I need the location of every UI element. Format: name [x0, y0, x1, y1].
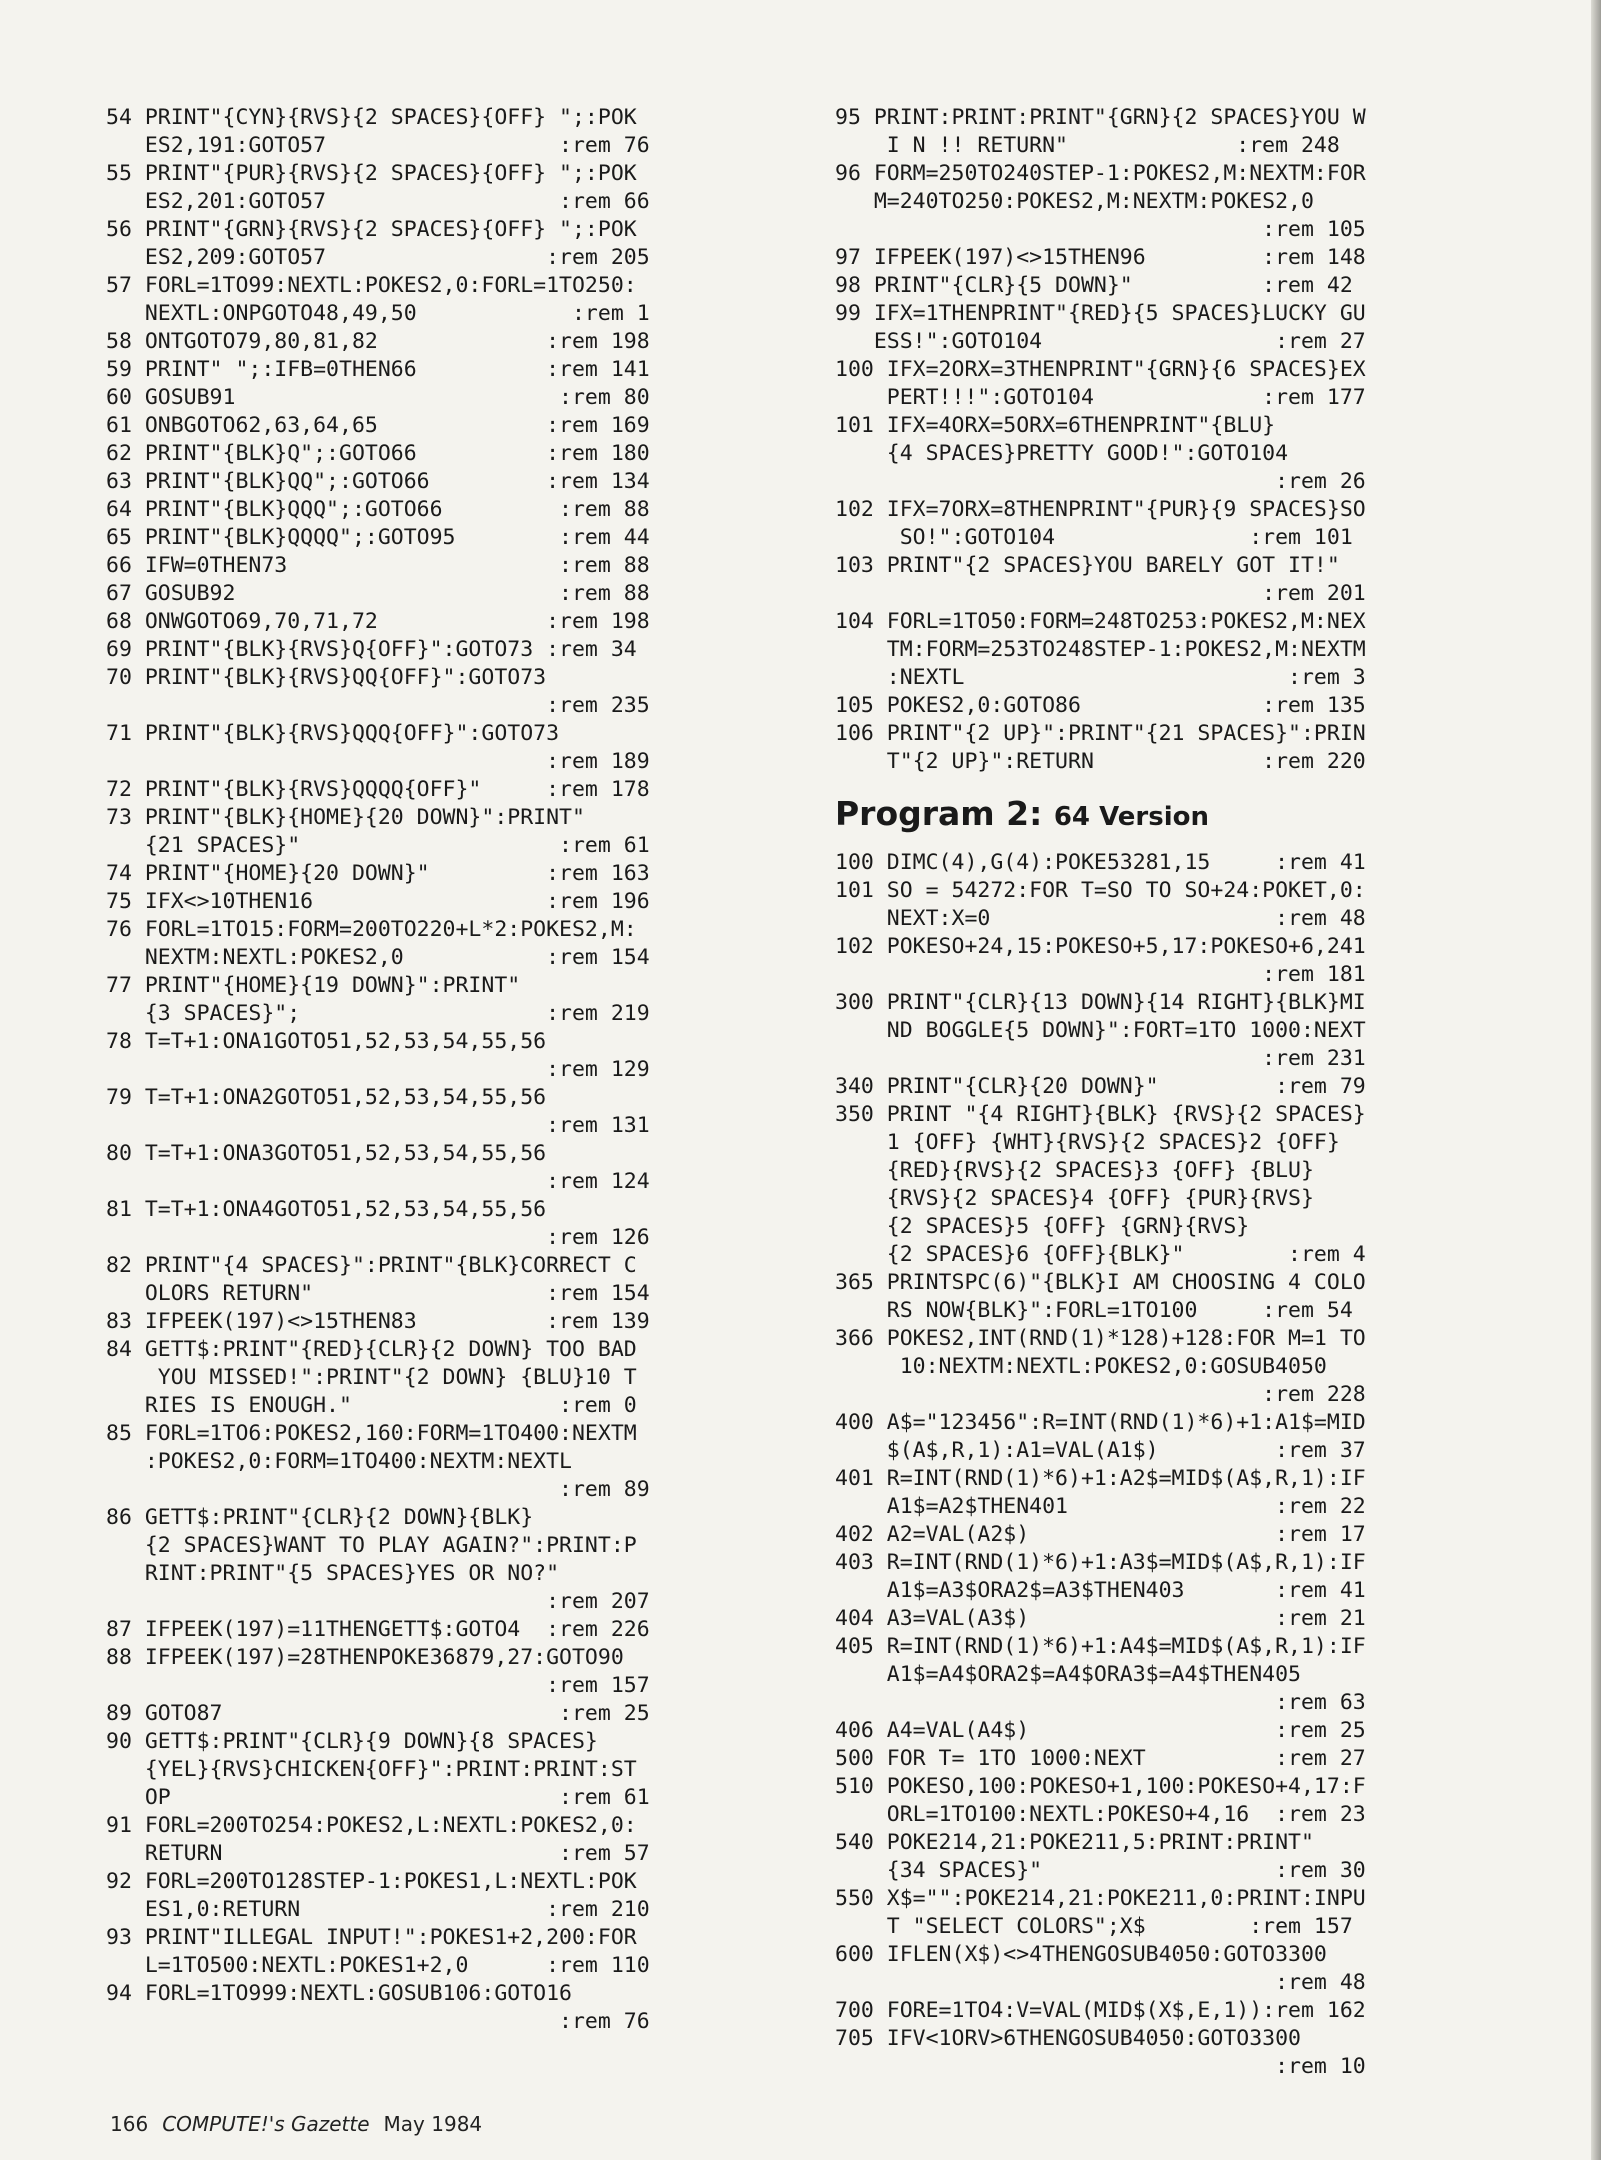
- code-line: 89 GOTO87 :rem 25: [106, 1701, 650, 1726]
- code-line: :rem 105: [835, 217, 1366, 242]
- code-line: :rem 181: [835, 962, 1366, 987]
- code-line: 57 FORL=1TO99:NEXTL:POKES2,0:FORL=1TO250:: [106, 273, 637, 298]
- code-line: L=1TO500:NEXTL:POKES1+2,0 :rem 110: [106, 1953, 650, 1978]
- code-line: OLORS RETURN" :rem 154: [106, 1281, 650, 1306]
- code-line: 73 PRINT"{BLK}{HOME}{20 DOWN}":PRINT": [106, 805, 585, 830]
- code-line: :rem 48: [835, 1970, 1366, 1995]
- code-line: NEXTL:ONPGOTO48,49,50 :rem 1: [106, 301, 650, 326]
- code-line: 510 POKESO,100:POKESO+1,100:POKESO+4,17:F: [835, 1774, 1366, 1799]
- code-line: A1$=A2$THEN401 :rem 22: [835, 1494, 1366, 1519]
- code-line: 74 PRINT"{HOME}{20 DOWN}" :rem 163: [106, 861, 650, 886]
- code-line: 55 PRINT"{PUR}{RVS}{2 SPACES}{OFF} ";:POK: [106, 161, 637, 186]
- code-line: 54 PRINT"{CYN}{RVS}{2 SPACES}{OFF} ";:POK: [106, 105, 637, 130]
- code-line: A1$=A4$ORA2$=A4$ORA3$=A4$THEN405: [835, 1662, 1301, 1687]
- publication-name: COMPUTE!'s Gazette: [162, 2112, 370, 2136]
- code-line: 78 T=T+1:ONA1GOTO51,52,53,54,55,56: [106, 1029, 547, 1054]
- code-line: :rem 89: [106, 1477, 650, 1502]
- code-line: :rem 201: [835, 581, 1366, 606]
- code-line: :rem 189: [106, 749, 650, 774]
- code-line: 350 PRINT "{4 RIGHT}{BLK} {RVS}{2 SPACES}: [835, 1102, 1366, 1127]
- code-line: 100 DIMC(4),G(4):POKE53281,15 :rem 41: [835, 850, 1366, 875]
- code-line: $(A$,R,1):A1=VAL(A1$) :rem 37: [835, 1438, 1366, 1463]
- code-line: {4 SPACES}PRETTY GOOD!":GOTO104: [835, 441, 1289, 466]
- code-line: 101 IFX=4ORX=5ORX=6THENPRINT"{BLU}: [835, 413, 1276, 438]
- code-line: ES2,201:GOTO57 :rem 66: [106, 189, 650, 214]
- code-line: {34 SPACES}" :rem 30: [835, 1858, 1366, 1883]
- code-line: {3 SPACES}"; :rem 219: [106, 1001, 650, 1026]
- code-line: 67 GOSUB92 :rem 88: [106, 581, 650, 606]
- code-line: 99 IFX=1THENPRINT"{RED}{5 SPACES}LUCKY GU: [835, 301, 1366, 326]
- code-line: TM:FORM=253TO248STEP-1:POKES2,M:NEXTM: [835, 637, 1366, 662]
- code-line: ES2,209:GOTO57 :rem 205: [106, 245, 650, 270]
- code-line: I N !! RETURN" :rem 248: [835, 133, 1340, 158]
- code-line: RIES IS ENOUGH." :rem 0: [106, 1393, 637, 1418]
- code-line: 68 ONWGOTO69,70,71,72 :rem 198: [106, 609, 650, 634]
- code-line: :rem 10: [835, 2054, 1366, 2079]
- code-line: :rem 157: [106, 1673, 650, 1698]
- code-line: 102 POKESO+24,15:POKESO+5,17:POKESO+6,241: [835, 934, 1366, 959]
- page-footer: [110, 2112, 482, 2136]
- code-line: 79 T=T+1:ONA2GOTO51,52,53,54,55,56: [106, 1085, 547, 1110]
- code-line: 550 X$="":POKE214,21:POKE211,0:PRINT:INPU: [835, 1886, 1366, 1911]
- code-line: :rem 129: [106, 1057, 650, 1082]
- code-line: RS NOW{BLK}":FORL=1TO100 :rem 54: [835, 1298, 1353, 1323]
- code-line: 404 A3=VAL(A3$) :rem 21: [835, 1606, 1366, 1631]
- code-line: T"{2 UP}":RETURN :rem 220: [835, 749, 1366, 774]
- code-line: 101 SO = 54272:FOR T=SO TO SO+24:POKET,0:: [835, 878, 1366, 903]
- code-line: A1$=A3$ORA2$=A3$THEN403 :rem 41: [835, 1578, 1366, 1603]
- code-line: :rem 231: [835, 1046, 1366, 1071]
- code-line: 65 PRINT"{BLK}QQQQ";:GOTO95 :rem 44: [106, 525, 650, 550]
- code-line: 340 PRINT"{CLR}{20 DOWN}" :rem 79: [835, 1074, 1366, 1099]
- code-line: 10:NEXTM:NEXTL:POKES2,0:GOSUB4050: [835, 1354, 1327, 1379]
- code-line: 92 FORL=200TO128STEP-1:POKES1,L:NEXTL:POK: [106, 1869, 637, 1894]
- code-line: 95 PRINT:PRINT:PRINT"{GRN}{2 SPACES}YOU W: [835, 105, 1366, 130]
- code-line: OP :rem 61: [106, 1785, 650, 1810]
- code-line: 61 ONBGOTO62,63,64,65 :rem 169: [106, 413, 650, 438]
- page-edge-shadow: [1591, 0, 1601, 2160]
- code-line: 58 ONTGOTO79,80,81,82 :rem 198: [106, 329, 650, 354]
- code-line: 700 FORE=1TO4:V=VAL(MID$(X$,E,1)):rem 162: [835, 1998, 1366, 2023]
- code-line: 100 IFX=2ORX=3THENPRINT"{GRN}{6 SPACES}EX: [835, 357, 1366, 382]
- code-line: 300 PRINT"{CLR}{13 DOWN}{14 RIGHT}{BLK}MI: [835, 990, 1366, 1015]
- code-line: 401 R=INT(RND(1)*6)+1:A2$=MID$(A$,R,1):IF: [835, 1466, 1366, 1491]
- code-line: :rem 207: [106, 1589, 650, 1614]
- code-line: {2 SPACES}WANT TO PLAY AGAIN?":PRINT:P: [106, 1533, 637, 1558]
- code-line: :rem 228: [835, 1382, 1366, 1407]
- code-line: 98 PRINT"{CLR}{5 DOWN}" :rem 42: [835, 273, 1353, 298]
- code-line: 76 FORL=1TO15:FORM=200TO220+L*2:POKES2,M:: [106, 917, 637, 942]
- code-line: 600 IFLEN(X$)<>4THENGOSUB4050:GOTO3300: [835, 1942, 1327, 1967]
- code-line: RINT:PRINT"{5 SPACES}YES OR NO?": [106, 1561, 560, 1586]
- code-line: {RED}{RVS}{2 SPACES}3 {OFF} {BLU}: [835, 1158, 1314, 1183]
- code-line: {2 SPACES}5 {OFF} {GRN}{RVS}: [835, 1214, 1250, 1239]
- code-line: 59 PRINT" ";:IFB=0THEN66 :rem 141: [106, 357, 650, 382]
- code-line: 83 IFPEEK(197)<>15THEN83 :rem 139: [106, 1309, 650, 1334]
- code-line: :rem 76: [106, 2009, 650, 2034]
- code-line: :rem 235: [106, 693, 650, 718]
- right-listing-column: [835, 104, 1517, 2081]
- code-line: 86 GETT$:PRINT"{CLR}{2 DOWN}{BLK}: [106, 1505, 534, 1530]
- code-line: NEXTM:NEXTL:POKES2,0 :rem 154: [106, 945, 650, 970]
- code-line: 87 IFPEEK(197)=11THENGETT$:GOTO4 :rem 226: [106, 1617, 650, 1642]
- code-line: :rem 124: [106, 1169, 650, 1194]
- code-line: 80 T=T+1:ONA3GOTO51,52,53,54,55,56: [106, 1141, 547, 1166]
- code-line: 85 FORL=1TO6:POKES2,160:FORM=1TO400:NEXTM: [106, 1421, 637, 1446]
- code-line: ES2,191:GOTO57 :rem 76: [106, 133, 650, 158]
- code-line: 540 POKE214,21:POKE211,5:PRINT:PRINT": [835, 1830, 1314, 1855]
- code-line: 103 PRINT"{2 SPACES}YOU BARELY GOT IT!": [835, 553, 1340, 578]
- code-line: 81 T=T+1:ONA4GOTO51,52,53,54,55,56: [106, 1197, 547, 1222]
- code-line: 82 PRINT"{4 SPACES}":PRINT"{BLK}CORRECT C: [106, 1253, 637, 1278]
- code-line: 64 PRINT"{BLK}QQQ";:GOTO66 :rem 88: [106, 497, 650, 522]
- code-line: {YEL}{RVS}CHICKEN{OFF}":PRINT:PRINT:ST: [106, 1757, 637, 1782]
- issue-date: May 1984: [383, 2112, 483, 2136]
- program2-subtitle: 64 Version: [1053, 802, 1209, 832]
- code-line: ND BOGGLE{5 DOWN}":FORT=1TO 1000:NEXT: [835, 1018, 1366, 1043]
- code-line: 94 FORL=1TO999:NEXTL:GOSUB106:GOTO16: [106, 1981, 572, 2006]
- code-line: 60 GOSUB91 :rem 80: [106, 385, 650, 410]
- page-number: 166: [110, 2112, 149, 2136]
- code-line: 402 A2=VAL(A2$) :rem 17: [835, 1522, 1366, 1547]
- code-line: 90 GETT$:PRINT"{CLR}{9 DOWN}{8 SPACES}: [106, 1729, 598, 1754]
- code-line: 500 FOR T= 1TO 1000:NEXT :rem 27: [835, 1746, 1366, 1771]
- code-line: 93 PRINT"ILLEGAL INPUT!":POKES1+2,200:FOR: [106, 1925, 637, 1950]
- code-line: ES1,0:RETURN :rem 210: [106, 1897, 650, 1922]
- code-line: 70 PRINT"{BLK}{RVS}QQ{OFF}":GOTO73: [106, 665, 547, 690]
- code-line: 63 PRINT"{BLK}QQ";:GOTO66 :rem 134: [106, 469, 650, 494]
- left-listing-column: [106, 104, 796, 2036]
- code-line: 106 PRINT"{2 UP}":PRINT"{21 SPACES}":PRIN: [835, 721, 1366, 746]
- code-line: 71 PRINT"{BLK}{RVS}QQQ{OFF}":GOTO73: [106, 721, 560, 746]
- code-line: {2 SPACES}6 {OFF}{BLK}" :rem 4: [835, 1242, 1366, 1267]
- code-line: YOU MISSED!":PRINT"{2 DOWN} {BLU}10 T: [106, 1365, 637, 1390]
- code-line: 104 FORL=1TO50:FORM=248TO253:POKES2,M:NEX: [835, 609, 1366, 634]
- code-line: {RVS}{2 SPACES}4 {OFF} {PUR}{RVS}: [835, 1186, 1314, 1211]
- code-line: 105 POKES2,0:GOTO86 :rem 135: [835, 693, 1366, 718]
- code-line: 405 R=INT(RND(1)*6)+1:A4$=MID$(A$,R,1):IF: [835, 1634, 1366, 1659]
- code-line: 366 POKES2,INT(RND(1)*128)+128:FOR M=1 TO: [835, 1326, 1366, 1351]
- code-line: 102 IFX=7ORX=8THENPRINT"{PUR}{9 SPACES}SO: [835, 497, 1366, 522]
- code-line: 84 GETT$:PRINT"{RED}{CLR}{2 DOWN} TOO BAD: [106, 1337, 637, 1362]
- program2-title: Program 2:: [835, 794, 1043, 833]
- code-line: 97 IFPEEK(197)<>15THEN96 :rem 148: [835, 245, 1366, 270]
- code-line: 1 {OFF} {WHT}{RVS}{2 SPACES}2 {OFF}: [835, 1130, 1340, 1155]
- code-line: 365 PRINTSPC(6)"{BLK}I AM CHOOSING 4 COLO: [835, 1270, 1366, 1295]
- code-line: PERT!!!":GOTO104 :rem 177: [835, 385, 1366, 410]
- code-line: M=240TO250:POKES2,M:NEXTM:POKES2,0: [835, 189, 1314, 214]
- code-line: T "SELECT COLORS";X$ :rem 157: [835, 1914, 1353, 1939]
- program2-listing: [835, 849, 1517, 2081]
- code-line: 406 A4=VAL(A4$) :rem 25: [835, 1718, 1366, 1743]
- code-line: 91 FORL=200TO254:POKES2,L:NEXTL:POKES2,0:: [106, 1813, 637, 1838]
- code-line: 96 FORM=250TO240STEP-1:POKES2,M:NEXTM:FOR: [835, 161, 1366, 186]
- program1-listing-continued: [835, 104, 1517, 776]
- code-line: :rem 26: [835, 469, 1366, 494]
- code-line: 75 IFX<>10THEN16 :rem 196: [106, 889, 650, 914]
- code-line: 400 A$="123456":R=INT(RND(1)*6)+1:A1$=MID: [835, 1410, 1366, 1435]
- code-line: :rem 126: [106, 1225, 650, 1250]
- code-line: :rem 131: [106, 1113, 650, 1138]
- code-line: :rem 63: [835, 1690, 1366, 1715]
- code-line: :POKES2,0:FORM=1TO400:NEXTM:NEXTL: [106, 1449, 572, 1474]
- program2-heading: [835, 794, 1517, 837]
- code-line: SO!":GOTO104 :rem 101: [835, 525, 1353, 550]
- code-line: 69 PRINT"{BLK}{RVS}Q{OFF}":GOTO73 :rem 34: [106, 637, 637, 662]
- code-line: 62 PRINT"{BLK}Q";:GOTO66 :rem 180: [106, 441, 650, 466]
- code-line: 88 IFPEEK(197)=28THENPOKE36879,27:GOTO90: [106, 1645, 624, 1670]
- code-line: 56 PRINT"{GRN}{RVS}{2 SPACES}{OFF} ";:POK: [106, 217, 637, 242]
- code-line: ORL=1TO100:NEXTL:POKESO+4,16 :rem 23: [835, 1802, 1366, 1827]
- code-line: 72 PRINT"{BLK}{RVS}QQQQ{OFF}" :rem 178: [106, 777, 650, 802]
- code-line: 66 IFW=0THEN73 :rem 88: [106, 553, 650, 578]
- code-line: 705 IFV<1ORV>6THENGOSUB4050:GOTO3300: [835, 2026, 1301, 2051]
- code-line: RETURN :rem 57: [106, 1841, 650, 1866]
- code-line: :NEXTL :rem 3: [835, 665, 1366, 690]
- code-line: 403 R=INT(RND(1)*6)+1:A3$=MID$(A$,R,1):IF: [835, 1550, 1366, 1575]
- code-line: ESS!":GOTO104 :rem 27: [835, 329, 1366, 354]
- code-line: NEXT:X=0 :rem 48: [835, 906, 1366, 931]
- code-line: 77 PRINT"{HOME}{19 DOWN}":PRINT": [106, 973, 521, 998]
- code-line: {21 SPACES}" :rem 61: [106, 833, 650, 858]
